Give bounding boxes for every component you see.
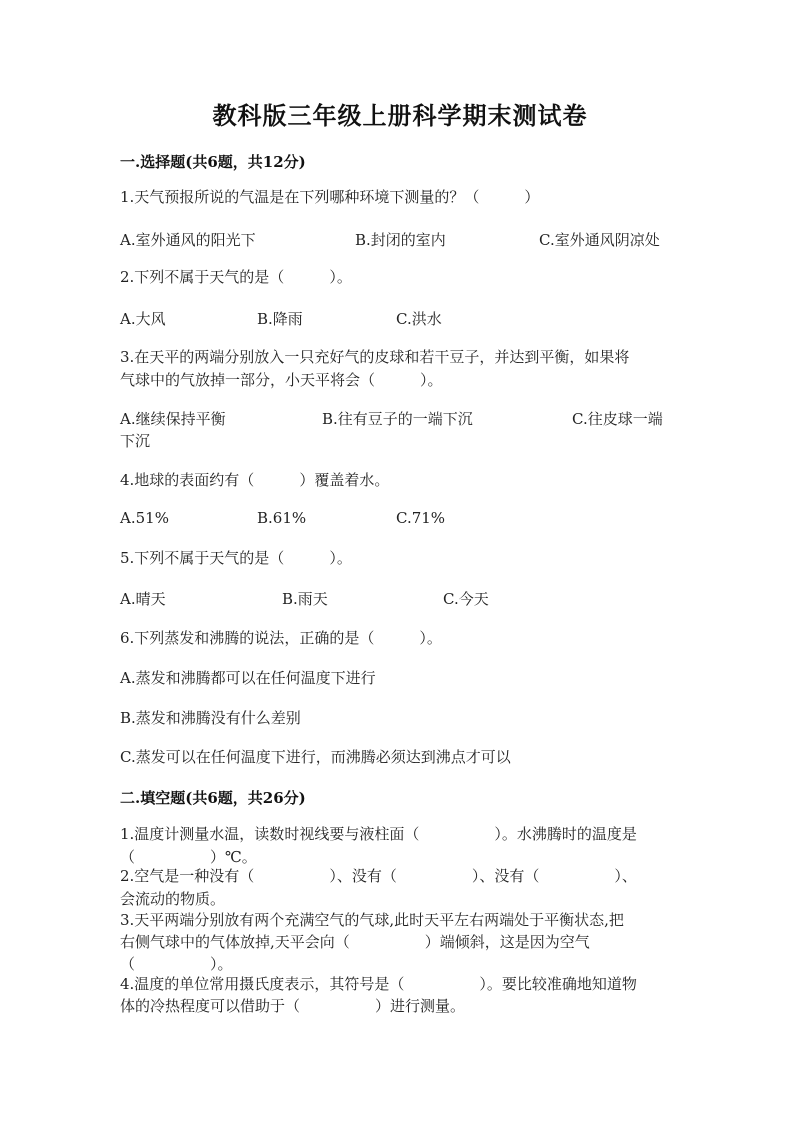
fill-question-3-line-1: 3.天平两端分别放有两个充满空气的气球,此时天平左右两端处于平衡状态,把 [120, 911, 624, 929]
question-4-stem: 4.地球的表面约有（ ）覆盖着水。 [120, 471, 390, 489]
question-5-option-b: B.雨天 [282, 590, 328, 608]
fill-question-1-line-2: （ ）℃。 [120, 848, 257, 866]
question-4-option-b: B.61% [257, 509, 307, 527]
question-6-option-c: C.蒸发可以在任何温度下进行，而沸腾必须达到沸点才可以 [120, 748, 511, 766]
question-3-stem-line-2: 气球中的气放掉一部分，小天平将会（ ）。 [120, 371, 443, 389]
fill-question-3-line-2: 右侧气球中的气体放掉,天平会向（ ）端倾斜，这是因为空气 [120, 933, 590, 951]
section-heading-multiple-choice: 一.选择题(共6题，共12分) [120, 153, 306, 171]
question-1-option-c: C.室外通风阴凉处 [539, 231, 660, 249]
question-6-option-b: B.蒸发和沸腾没有什么差别 [120, 709, 301, 727]
fill-question-3-line-3: （ ）。 [120, 955, 233, 973]
question-3-stem-line-1: 3.在天平的两端分别放入一只充好气的皮球和若干豆子，并达到平衡，如果将 [120, 348, 630, 366]
question-6-option-a: A.蒸发和沸腾都可以在任何温度下进行 [120, 669, 376, 687]
question-3-option-c-continued: 下沉 [120, 432, 151, 450]
question-5-option-a: A.晴天 [120, 590, 166, 608]
question-3-option-c: C.往皮球一端 [572, 410, 663, 428]
question-1-option-a: A.室外通风的阳光下 [120, 231, 256, 249]
question-2-option-a: A.大风 [120, 310, 166, 328]
question-3-option-b: B.往有豆子的一端下沉 [322, 410, 473, 428]
question-4-option-a: A.51% [120, 509, 169, 527]
exam-title: 教科版三年级上册科学期末测试卷 [212, 101, 588, 130]
question-1-stem: 1.天气预报所说的气温是在下列哪种环境下测量的？（ ） [120, 188, 540, 206]
fill-question-4-line-1: 4.温度的单位常用摄氏度表示，其符号是（ ）。要比较准确地知道物 [120, 975, 637, 993]
fill-question-2-line-2: 会流动的物质。 [120, 890, 226, 908]
fill-question-1-line-1: 1.温度计测量水温，读数时视线要与液柱面（ ）。水沸腾时的温度是 [120, 825, 637, 843]
section-heading-fill-in-blank: 二.填空题(共6题，共26分) [120, 789, 306, 807]
question-2-stem: 2.下列不属于天气的是（ ）。 [120, 268, 352, 286]
question-5-option-c: C.今天 [443, 590, 489, 608]
fill-question-2-line-1: 2.空气是一种没有（ ）、没有（ ）、没有（ ）、 [120, 867, 637, 885]
question-5-stem: 5.下列不属于天气的是（ ）。 [120, 549, 352, 567]
question-1-option-b: B.封闭的室内 [355, 231, 446, 249]
fill-question-4-line-2: 体的冷热程度可以借助于（ ）进行测量。 [120, 997, 466, 1015]
question-2-option-c: C.洪水 [396, 310, 442, 328]
question-3-option-a: A.继续保持平衡 [120, 410, 226, 428]
question-2-option-b: B.降雨 [257, 310, 303, 328]
question-4-option-c: C.71% [396, 509, 446, 527]
question-6-stem: 6.下列蒸发和沸腾的说法，正确的是（ ）。 [120, 629, 442, 647]
